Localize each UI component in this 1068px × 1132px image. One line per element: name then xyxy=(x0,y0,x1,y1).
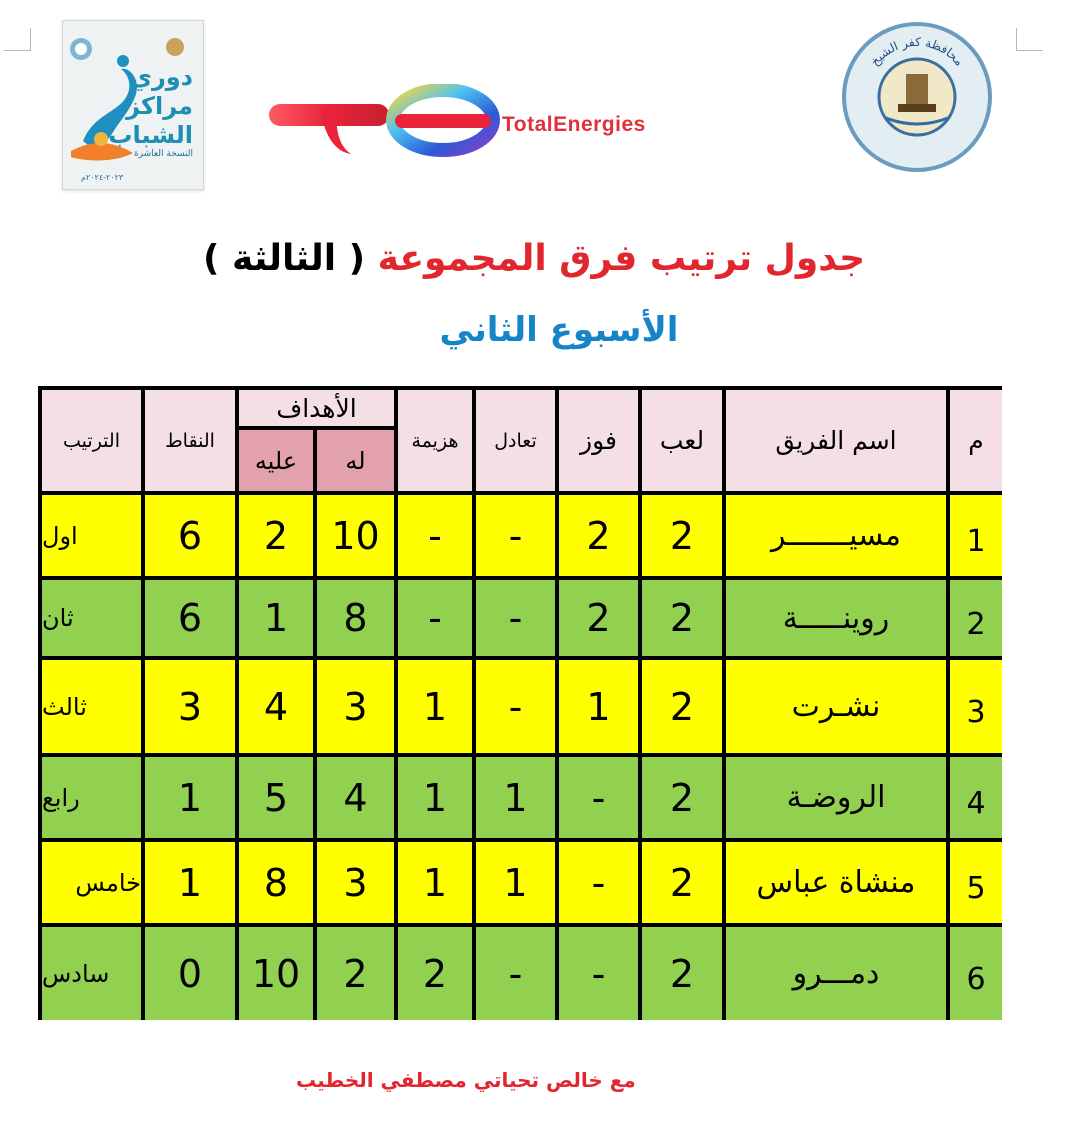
header-won: فوز xyxy=(559,390,642,495)
league-poster-logo xyxy=(62,20,204,190)
row-drawn: - xyxy=(476,495,559,580)
row-index: 2 xyxy=(950,580,1002,660)
title-group: ( الثالثة ) xyxy=(202,238,366,279)
row-lost: 1 xyxy=(398,842,476,927)
governorate-seal xyxy=(842,22,992,172)
row-played: 2 xyxy=(642,660,726,757)
row-drawn: 1 xyxy=(476,842,559,927)
row-goals-against: 4 xyxy=(239,660,317,757)
poster-title-line: مراكز xyxy=(126,92,193,120)
row-lost: 1 xyxy=(398,660,476,757)
header-rank: الترتيب xyxy=(42,390,145,495)
poster-title-line: الشباب xyxy=(108,121,193,149)
seal-emblem-icon xyxy=(846,26,988,168)
row-lost: - xyxy=(398,580,476,660)
row-won: - xyxy=(559,842,642,927)
row-played: 2 xyxy=(642,927,726,1020)
row-played: 2 xyxy=(642,495,726,580)
header-drawn: تعادل xyxy=(476,390,559,495)
row-goals-against: 1 xyxy=(239,580,317,660)
row-played: 2 xyxy=(642,757,726,842)
row-rank: ثالث xyxy=(42,660,145,757)
totalenergies-logo-icon xyxy=(265,84,501,160)
row-won: - xyxy=(559,927,642,1020)
header-team: اسم الفريق xyxy=(726,390,950,495)
row-goals-against: 8 xyxy=(239,842,317,927)
row-team: دمـــرو xyxy=(726,927,950,1020)
row-won: 1 xyxy=(559,660,642,757)
page-corner-mark xyxy=(1016,28,1043,51)
row-team: مسيـــــــر xyxy=(726,495,950,580)
row-team: روينـــــة xyxy=(726,580,950,660)
row-rank: رابع xyxy=(42,757,145,842)
row-points: 3 xyxy=(145,660,239,757)
row-goals-against: 10 xyxy=(239,927,317,1020)
row-goals-for: 3 xyxy=(317,842,398,927)
row-points: 6 xyxy=(145,580,239,660)
svg-text:محافظة كفر الشيخ: محافظة كفر الشيخ xyxy=(867,34,967,69)
row-drawn: - xyxy=(476,660,559,757)
row-goals-for: 2 xyxy=(317,927,398,1020)
header-goals-against: عليه xyxy=(239,430,317,495)
row-goals-against: 2 xyxy=(239,495,317,580)
footer-signature: مع خالص تحياتي مصطفي الخطيب xyxy=(296,1068,636,1092)
row-lost: 2 xyxy=(398,927,476,1020)
row-team: الروضـة xyxy=(726,757,950,842)
row-goals-for: 10 xyxy=(317,495,398,580)
row-rank: سادس xyxy=(42,927,145,1020)
row-rank: اول xyxy=(42,495,145,580)
standings-table xyxy=(38,386,1002,1020)
row-drawn: - xyxy=(476,580,559,660)
header-lost: هزيمة xyxy=(398,390,476,495)
sponsor-name: TotalEnergies xyxy=(502,113,646,136)
poster-subtitle: النسخة العاشرة xyxy=(133,149,193,159)
row-drawn: - xyxy=(476,927,559,1020)
row-goals-for: 3 xyxy=(317,660,398,757)
row-goals-for: 8 xyxy=(317,580,398,660)
row-won: - xyxy=(559,757,642,842)
row-lost: 1 xyxy=(398,757,476,842)
row-points: 0 xyxy=(145,927,239,1020)
header-goals: الأهداف xyxy=(239,390,398,430)
week-subtitle: الأسبوع الثاني xyxy=(439,310,679,350)
row-index: 4 xyxy=(950,757,1002,842)
poster-title xyxy=(103,63,193,150)
row-won: 2 xyxy=(559,580,642,660)
row-points: 6 xyxy=(145,495,239,580)
header-goals-for: له xyxy=(317,430,398,495)
title-main: جدول ترتيب فرق المجموعة xyxy=(377,238,866,279)
header-played: لعب xyxy=(642,390,726,495)
row-goals-against: 5 xyxy=(239,757,317,842)
row-index: 6 xyxy=(950,927,1002,1020)
row-played: 2 xyxy=(642,580,726,660)
header-index: م xyxy=(950,390,1002,495)
header-points: النقاط xyxy=(145,390,239,495)
page-title xyxy=(0,238,1068,279)
row-rank: خامس xyxy=(42,842,145,927)
row-team: منشاة عباس xyxy=(726,842,950,927)
row-index: 5 xyxy=(950,842,1002,927)
poster-date: ٢٠٢٣-٢٠٢٤م xyxy=(81,173,124,182)
poster-title-line: دوري xyxy=(129,63,193,91)
row-team: نشـرت xyxy=(726,660,950,757)
row-points: 1 xyxy=(145,757,239,842)
row-won: 2 xyxy=(559,495,642,580)
row-points: 1 xyxy=(145,842,239,927)
row-played: 2 xyxy=(642,842,726,927)
row-rank: ثان xyxy=(42,580,145,660)
page-corner-mark xyxy=(4,28,31,51)
row-index: 3 xyxy=(950,660,1002,757)
row-goals-for: 4 xyxy=(317,757,398,842)
row-lost: - xyxy=(398,495,476,580)
row-index: 1 xyxy=(950,495,1002,580)
row-drawn: 1 xyxy=(476,757,559,842)
